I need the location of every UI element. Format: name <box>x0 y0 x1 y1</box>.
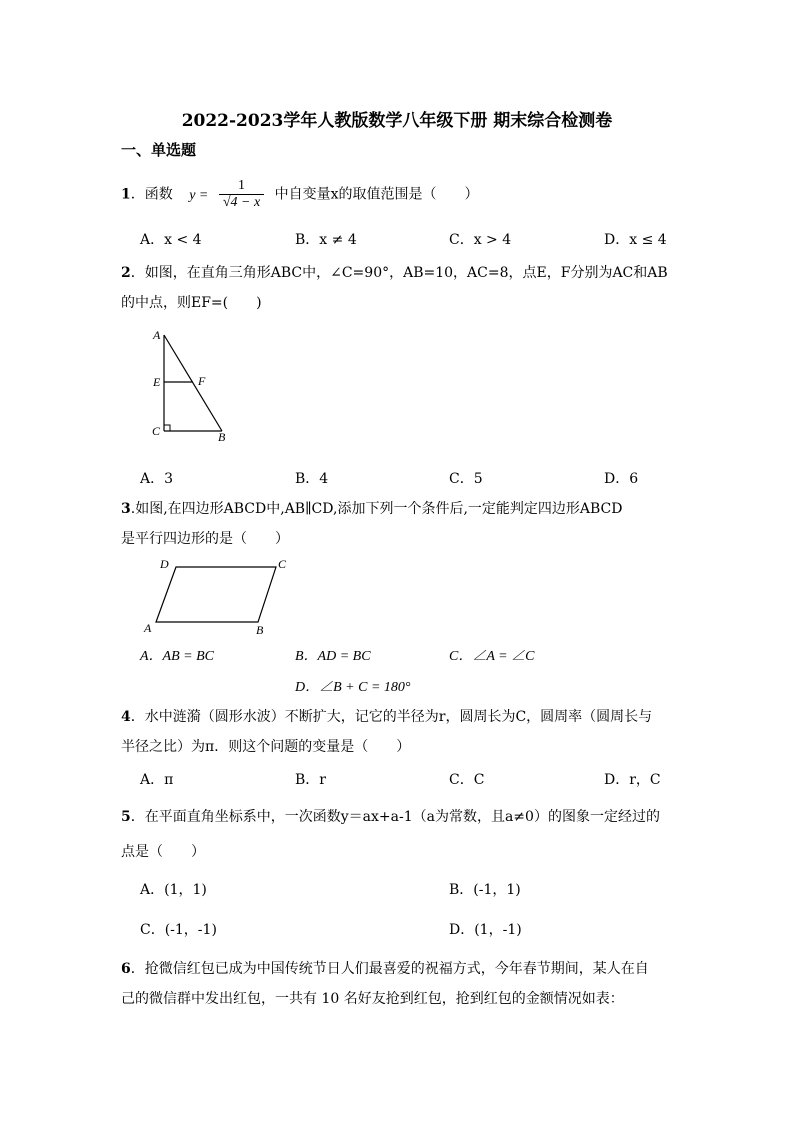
q2-option-d[interactable]: D．6 <box>604 471 639 487</box>
question-1 <box>121 178 479 211</box>
side-ab <box>164 335 222 431</box>
q4-option-b[interactable]: B．r <box>295 772 326 788</box>
right-angle-mark <box>164 425 170 431</box>
q3-option-b[interactable]: B．AD = BC <box>295 649 371 664</box>
question-4-line-1 <box>121 706 652 726</box>
fraction <box>219 178 264 211</box>
label-b: B <box>218 430 226 444</box>
parallelogram-abcd <box>156 567 276 622</box>
parallelogram-figure <box>140 552 300 637</box>
q2-option-b[interactable]: B．4 <box>295 471 329 487</box>
q3-option-a[interactable]: A．AB = BC <box>140 649 214 664</box>
question-1-post: 中自变量x的取值范围是（ ） <box>274 186 479 203</box>
question-4-text: ．水中涟漪（圆形水波）不断扩大，记它的半径为r，圆周长为C，圆周率（圆周长与 <box>130 709 653 725</box>
question-number: 4 <box>121 709 131 725</box>
q1-option-c[interactable]: C．x > 4 <box>449 232 512 248</box>
q1-option-b[interactable]: B．x ≠ 4 <box>295 232 357 248</box>
question-4-line-2: 半径之比）为π．则这个问题的变量是（ ） <box>121 739 411 755</box>
question-number: 5 <box>121 809 131 825</box>
q1-option-a[interactable]: A．x < 4 <box>140 232 202 248</box>
q2-option-c[interactable]: C．5 <box>449 471 483 487</box>
question-5-line-1 <box>121 806 660 826</box>
q3-option-c[interactable]: C．∠A = ∠C <box>449 649 535 664</box>
q4-option-a[interactable]: A．π <box>140 772 174 788</box>
q5-option-c[interactable]: C．(-1，-1) <box>140 922 217 938</box>
question-5-text: ．在平面直角坐标系中，一次函数y＝ax+a-1（a为常数，且a≠0）的图象一定经过的 <box>130 809 660 825</box>
question-number: 1 <box>121 186 131 203</box>
question-3-line-2: 是平行四边形的是（ ） <box>121 531 289 547</box>
question-6-text: ．抢微信红包已成为中国传统节日人们最喜爱的祝福方式，今年春节期间，某人在自 <box>130 961 649 977</box>
q5-option-d[interactable]: D．(1，-1) <box>449 922 522 938</box>
question-2-line-2: 的中点，则EF=( ) <box>121 295 262 311</box>
q5-option-b[interactable]: B．(-1，1) <box>449 882 521 898</box>
question-6-line-2: 己的微信群中发出红包，一共有 10 名好友抢到红包，抢到红包的金额情况如表： <box>121 991 624 1007</box>
question-2-text: ．如图，在直角三角形ABC中，∠C=90°，AB=10，AC=8，点E，F分别为AC和AB <box>130 265 668 281</box>
label-b: B <box>256 623 264 637</box>
question-2-line-1 <box>121 262 668 282</box>
triangle-figure <box>140 325 250 445</box>
question-3-line-1 <box>121 498 623 518</box>
q2-option-a[interactable]: A．3 <box>140 471 174 487</box>
label-d: D <box>160 557 169 571</box>
label-e: E <box>153 375 161 389</box>
question-number: 3 <box>121 501 131 517</box>
question-number: 2 <box>121 265 131 281</box>
label-f: F <box>198 374 206 388</box>
question-5-line-2: 点是（ ） <box>121 844 205 860</box>
label-a: A <box>153 328 161 342</box>
label-c: C <box>278 557 287 571</box>
q1-option-d[interactable]: D．x ≤ 4 <box>604 232 667 248</box>
label-c: C <box>152 424 161 438</box>
question-3-text: .如图,在四边形ABCD中,AB∥CD,添加下列一个条件后,一定能判定四边形ABCD <box>130 501 623 517</box>
q5-option-a[interactable]: A．(1，1) <box>140 882 207 898</box>
q3-option-d[interactable]: D．∠B + C = 180° <box>295 680 411 695</box>
q4-option-d[interactable]: D．r，C <box>604 772 661 788</box>
fraction-numerator: 1 <box>219 178 264 195</box>
q4-option-c[interactable]: C．C <box>449 772 485 788</box>
page-title: 2022-2023学年人教版数学八年级下册 期末综合检测卷 <box>181 111 613 131</box>
question-1-pre: ．函数 <box>130 186 173 203</box>
formula-lhs: y = <box>189 187 209 203</box>
fraction-denominator: √4 − x <box>222 195 261 210</box>
label-a: A <box>144 621 152 635</box>
question-6-line-1 <box>121 958 649 978</box>
section-heading: 一、单选题 <box>121 141 197 159</box>
question-number: 6 <box>121 961 131 977</box>
